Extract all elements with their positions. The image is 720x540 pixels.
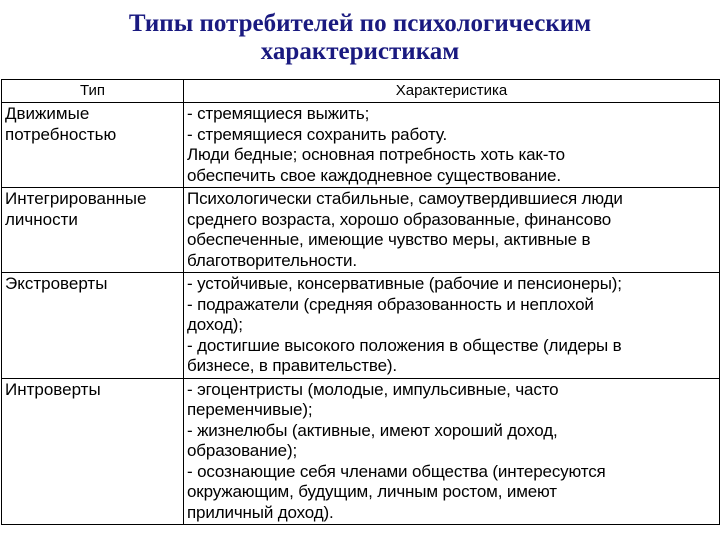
type-cell-line: Экстроверты bbox=[5, 274, 108, 293]
characteristic-cell-line: обеспеченные, имеющие чувство меры, активные в bbox=[187, 230, 591, 249]
type-cell bbox=[2, 103, 184, 188]
slide-title-line-1: Типы потребителей по психологическим bbox=[128, 10, 592, 37]
characteristic-cell-line: среднего возраста, хорошо образованные, финансово bbox=[187, 209, 612, 229]
characteristic-cell-line: - подражатели (средняя образованность и неплохой bbox=[187, 294, 594, 314]
characteristic-cell-line: - эгоцентристы (молодые, импульсивные, часто bbox=[187, 379, 559, 399]
characteristic-cell-line: доход); bbox=[187, 315, 243, 334]
table-row bbox=[2, 273, 720, 379]
type-cell-line: Интроверты bbox=[5, 379, 101, 399]
characteristic-cell-line: - жизнелюбы (активные, имеют хороший доход, bbox=[187, 420, 558, 440]
characteristic-cell-line: - стремящиеся сохранить работу. bbox=[187, 124, 448, 144]
slide-title-line-2: характеристикам bbox=[260, 38, 460, 65]
type-cell bbox=[2, 188, 184, 273]
characteristic-cell-line: окружающим, будущим, личным ростом, имеют bbox=[187, 482, 557, 501]
characteristic-cell-line: - устойчивые, консервативные (рабочие и пенсионеры); bbox=[187, 274, 622, 293]
header-type: Тип bbox=[2, 80, 184, 103]
characteristic-cell bbox=[184, 188, 720, 273]
characteristic-cell-line: переменчивые); bbox=[187, 400, 313, 419]
characteristic-cell bbox=[184, 273, 720, 379]
characteristic-cell-line: приличный доход). bbox=[187, 502, 334, 522]
table-body bbox=[2, 103, 720, 525]
table-row bbox=[2, 378, 720, 525]
characteristic-cell-line: - достигшие высокого положения в обществе (лидеры в bbox=[187, 335, 622, 355]
type-cell-line: Интегрированные bbox=[5, 189, 147, 208]
table-row bbox=[2, 188, 720, 273]
characteristic-cell bbox=[184, 103, 720, 188]
characteristic-cell bbox=[184, 378, 720, 525]
type-cell bbox=[2, 273, 184, 379]
characteristic-cell-line: Люди бедные; основная потребность хоть как-то bbox=[187, 145, 565, 164]
table-row bbox=[2, 103, 720, 188]
type-cell-line: Движимые bbox=[5, 104, 90, 123]
characteristic-cell-line: - стремящиеся выжить; bbox=[187, 104, 370, 123]
table-header-row bbox=[2, 80, 720, 103]
header-characteristic: Характеристика bbox=[184, 80, 720, 103]
type-cell bbox=[2, 378, 184, 525]
characteristic-cell-line: благотворительности. bbox=[187, 250, 357, 270]
characteristic-cell-line: обеспечить свое каждодневное существование. bbox=[187, 165, 561, 185]
characteristic-cell-line: - осознающие себя членами общества (интересуются bbox=[187, 461, 606, 481]
type-cell-line: потребностью bbox=[5, 124, 117, 144]
type-cell-line: личности bbox=[5, 209, 78, 229]
slide-title bbox=[20, 10, 700, 66]
characteristic-cell-line: Психологически стабильные, самоутвердившиеся люди bbox=[187, 189, 623, 208]
characteristic-cell-line: образование); bbox=[187, 441, 298, 460]
characteristic-cell-line: бизнесе, в правительстве). bbox=[187, 356, 397, 375]
consumer-types-table bbox=[1, 79, 720, 525]
